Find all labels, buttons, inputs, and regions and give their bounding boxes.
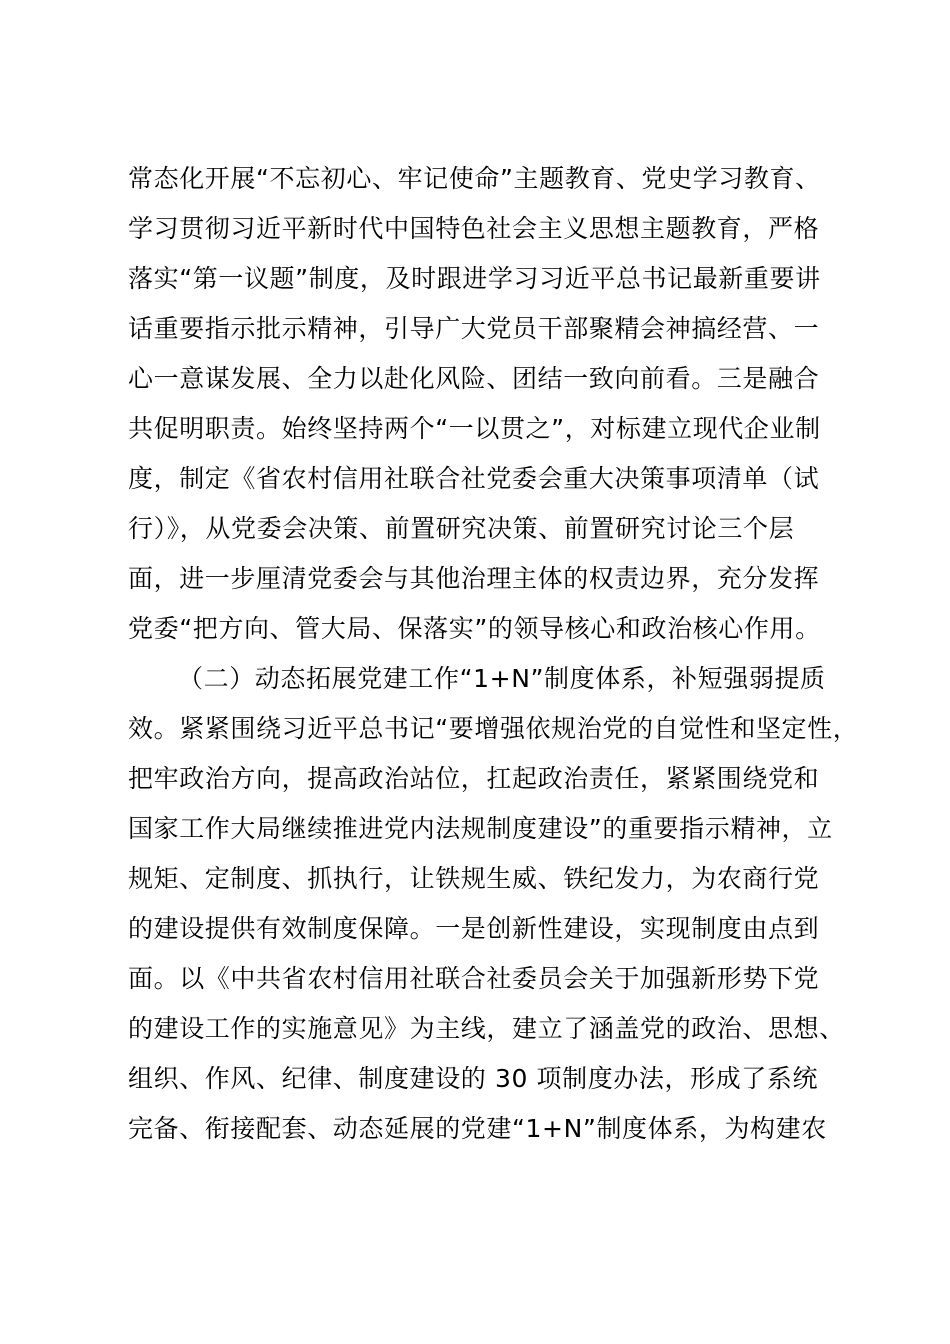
text-line: 国家工作大局继续推进党内法规制度建设”的重要指示精神，立 xyxy=(128,814,833,843)
text-line: 话重要指示批示精神，引导广大党员干部聚精会神搞经营、一 xyxy=(128,314,820,343)
text-line: 学习贯彻习近平新时代中国特色社会主义思想主题教育，严格 xyxy=(128,214,820,243)
text-line: 共促明职责。始终坚持两个“一以贯之”，对标建立现代企业制 xyxy=(128,414,821,443)
text-line: 组织、作风、纪律、制度建设的 30 项制度办法，形成了系统 xyxy=(128,1064,819,1093)
text-line: 规矩、定制度、抓执行，让铁规生威、铁纪发力，为农商行党 xyxy=(128,864,820,893)
text-line: 把牢政治方向，提高政治站位，扛起政治责任，紧紧围绕党和 xyxy=(128,764,820,793)
text-line: 的建设提供有效制度保障。一是创新性建设，实现制度由点到 xyxy=(128,914,820,943)
text-line: 的建设工作的实施意见》为主线，建立了涵盖党的政治、思想、 xyxy=(128,1014,845,1043)
text-line: 心一意谋发展、全力以赴化风险、团结一致向前看。三是融合 xyxy=(128,364,820,393)
text-line: 行）》，从党委会决策、前置研究决策、前置研究讨论三个层 xyxy=(128,514,795,543)
body-text xyxy=(128,154,859,1154)
text-line: 面。以《中共省农村信用社联合社委员会关于加强新形势下党 xyxy=(128,964,820,993)
section-heading-line: （二）动态拓展党建工作“1+N”制度体系，补短强弱提质 xyxy=(178,664,826,693)
text-line: 效。紧紧围绕习近平总书记“要增强依规治党的自觉性和坚定性， xyxy=(128,714,859,743)
text-line: 完备、衔接配套、动态延展的党建“1+N”制度体系，为构建农 xyxy=(128,1114,827,1143)
text-line: 度，制定《省农村信用社联合社党委会重大决策事项清单（试 xyxy=(128,464,820,493)
text-line: 党委“把方向、管大局、保落实”的领导核心和政治核心作用。 xyxy=(128,614,821,643)
text-line: 落实“第一议题”制度，及时跟进学习习近平总书记最新重要讲 xyxy=(128,264,821,293)
text-line: 面，进一步厘清党委会与其他治理主体的权责边界，充分发挥 xyxy=(128,564,820,593)
text-line: 常态化开展“不忘初心、牢记使命”主题教育、党史学习教育、 xyxy=(128,164,821,193)
